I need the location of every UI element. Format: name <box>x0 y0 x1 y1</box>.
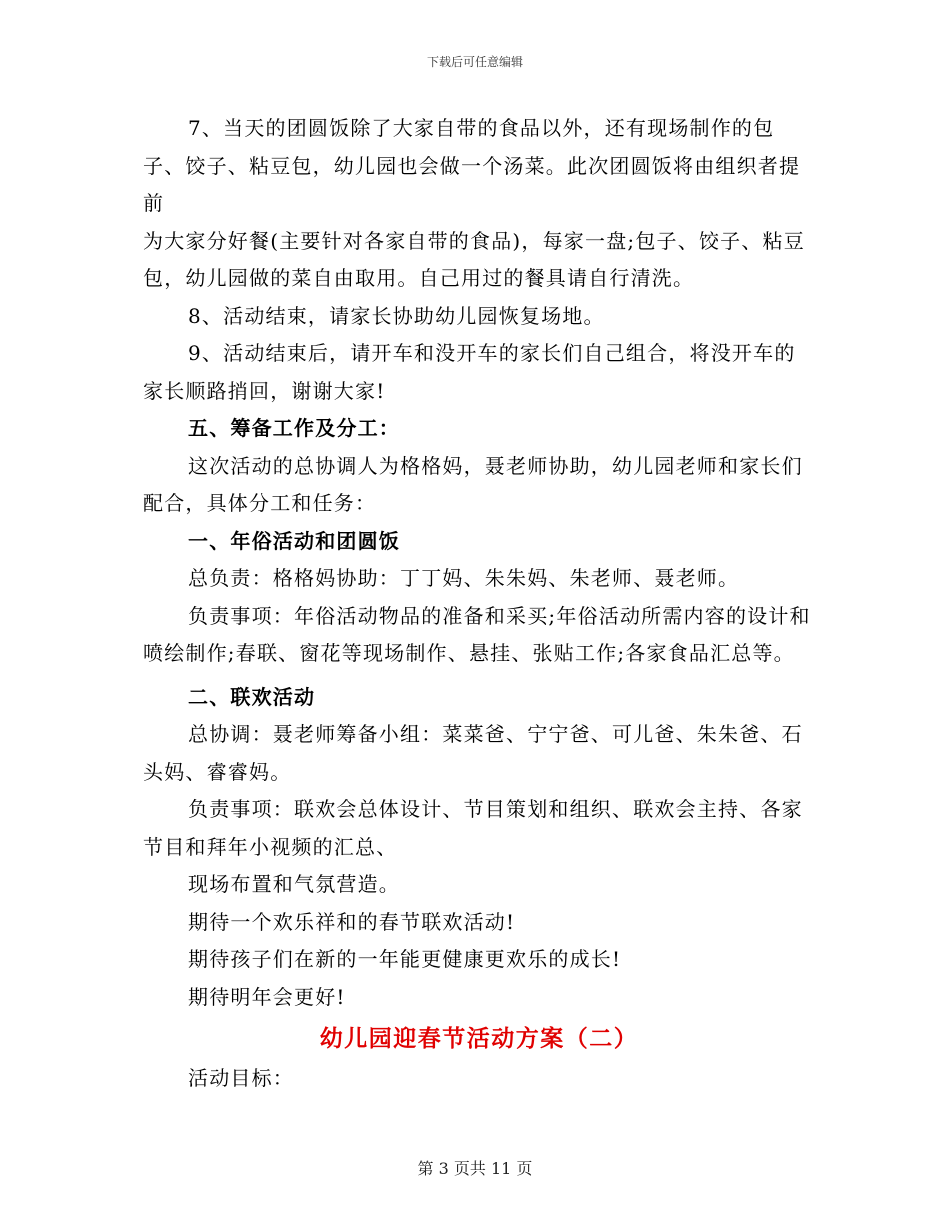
paragraph-intro: 这次活动的总协调人为格格妈，聂老师协助，幼儿园老师和家长们配合，具体分工和任务： <box>143 453 803 515</box>
page-footer: 第 3 页共 11 页 <box>417 1159 533 1178</box>
paragraph-activity-goal: 活动目标： <box>188 1066 294 1090</box>
section-heading-one: 一、年俗活动和团圆饭 <box>188 528 400 553</box>
paragraph-lead-one: 总负责：格格妈协助：丁丁妈、朱朱妈、朱老师、聂老师。 <box>188 566 740 590</box>
paragraph-item-9: 9、活动结束后，请开车和没开车的家长们自己组合，将没开车的家长顺路捎回，谢谢大家! <box>143 341 796 403</box>
paragraph-wish-two: 期待孩子们在新的一年能更健康更欢乐的成长! <box>188 947 622 971</box>
paragraph-wish-three: 期待明年会更好! <box>188 984 346 1009</box>
paragraph-item-7-continued: 为大家分好餐(主要针对各家自带的食品)，每家一盘;包子、饺子、粘豆包，幼儿园做的菜自由取用。自己用过的餐具请自行清洗。 <box>143 228 805 290</box>
paragraph-wish-one: 期待一个欢乐祥和的春节联欢活动! <box>188 909 516 934</box>
paragraph-lead-two: 总协调：聂老师筹备小组：菜菜爸、宁宁爸、可儿爸、朱朱爸、石头妈、睿睿妈。 <box>143 722 803 784</box>
paragraph-item-8: 8、活动结束，请家长协助幼儿园恢复场地。 <box>188 303 605 328</box>
section-heading-five: 五、筹备工作及分工： <box>188 416 400 440</box>
paragraph-duty-two: 负责事项：联欢会总体设计、节目策划和组织、联欢会主持、各家节目和拜年小视频的汇总、 <box>143 797 803 859</box>
page-header: 下载后可任意编辑 <box>426 55 523 69</box>
paragraph-duty-one: 负责事项：年俗活动物品的准备和采买;年俗活动所需内容的设计和喷绘制作;春联、窗花等现场制作、悬挂、张贴工作;各家食品汇总等。 <box>143 603 811 665</box>
paragraph-item-7: 7、当天的团圆饭除了大家自带的食品以外，还有现场制作的包子、饺子、粘豆包，幼儿园也会做一个汤菜。此次团圆饭将由组织者提前 <box>143 116 801 215</box>
section-heading-two: 二、联欢活动 <box>188 684 316 709</box>
paragraph-duty-two-continued: 现场布置和气氛营造。 <box>188 872 400 896</box>
document-body <box>143 110 815 1098</box>
section-title-plan-two: 幼儿园迎春节活动方案（二） <box>319 1025 639 1052</box>
